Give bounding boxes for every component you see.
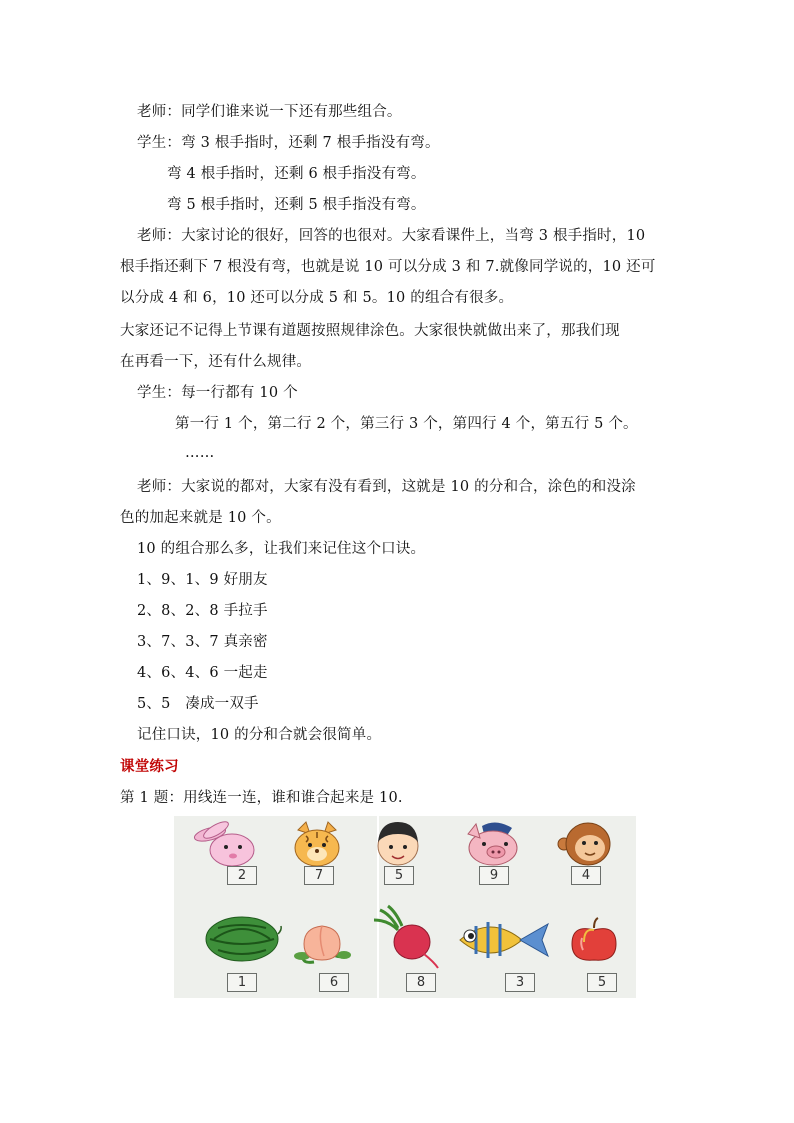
text-line: 以分成 4 和 6，10 还可以分成 5 和 5。10 的组合有很多。 xyxy=(120,290,514,306)
text-line: 弯 5 根手指时，还剩 5 根手指没有弯。 xyxy=(167,197,426,213)
text-line: 弯 4 根手指时，还剩 6 根手指没有弯。 xyxy=(167,166,426,182)
text-line: 4、6、4、6 一起走 xyxy=(137,665,268,681)
text-line: 老师：同学们谁来说一下还有那些组合。 xyxy=(137,104,402,120)
matching-figure xyxy=(174,816,636,998)
monkey-icon xyxy=(556,818,616,868)
number-box: 8 xyxy=(406,973,436,992)
number-box: 6 xyxy=(319,973,349,992)
tiger-icon xyxy=(288,820,348,870)
number-box: 7 xyxy=(304,866,334,885)
rabbit-icon xyxy=(192,820,262,870)
boy-icon xyxy=(370,818,426,868)
pig-icon xyxy=(460,820,526,870)
text-line: 老师：大家讨论的很好，回答的也很对。大家看课件上，当弯 3 根手指时，10 xyxy=(137,228,646,244)
number-box: 5 xyxy=(384,866,414,885)
radish-icon xyxy=(370,904,440,970)
number-box: 5 xyxy=(587,973,617,992)
text-line: 根手指还剩下 7 根没有弯，也就是说 10 可以分成 3 和 7.就像同学说的，10 还可 xyxy=(120,259,656,275)
text-line: 学生：每一行都有 10 个 xyxy=(137,385,298,401)
text-line: 在再看一下，还有什么规律。 xyxy=(120,354,312,370)
number-box: 4 xyxy=(571,866,601,885)
watermelon-icon xyxy=(204,914,282,964)
number-box: 2 xyxy=(227,866,257,885)
text-line: 5、5 凑成一双手 xyxy=(137,696,259,712)
number-box: 9 xyxy=(479,866,509,885)
text-line: 第一行 1 个，第二行 2 个，第三行 3 个，第四行 4 个，第五行 5 个。 xyxy=(175,416,638,432)
number-box: 1 xyxy=(227,973,257,992)
section-title: 课堂练习 xyxy=(120,759,179,775)
peach-icon xyxy=(294,920,350,966)
text-line: 1、9、1、9 好朋友 xyxy=(137,572,268,588)
text-line: 3、7、3、7 真亲密 xyxy=(137,634,268,650)
fish-icon xyxy=(456,916,552,966)
number-box: 3 xyxy=(505,973,535,992)
text-line: 2、8、2、8 手拉手 xyxy=(137,603,268,619)
text-line: 10 的组合那么多，让我们来记住这个口诀。 xyxy=(137,541,426,557)
text-line: …… xyxy=(185,445,215,461)
apple-icon xyxy=(568,918,620,964)
text-line: 学生：弯 3 根手指时，还剩 7 根手指没有弯。 xyxy=(137,135,440,151)
text-line: 老师：大家说的都对，大家有没有看到，这就是 10 的分和合，涂色的和没涂 xyxy=(137,479,636,495)
question-text: 第 1 题：用线连一连，谁和谁合起来是 10. xyxy=(120,790,403,806)
text-line: 色的加起来就是 10 个。 xyxy=(120,510,281,526)
text-line: 大家还记不记得上节课有道题按照规律涂色。大家很快就做出来了，那我们现 xyxy=(120,323,620,339)
text-line: 记住口诀，10 的分和合就会很简单。 xyxy=(137,727,382,743)
